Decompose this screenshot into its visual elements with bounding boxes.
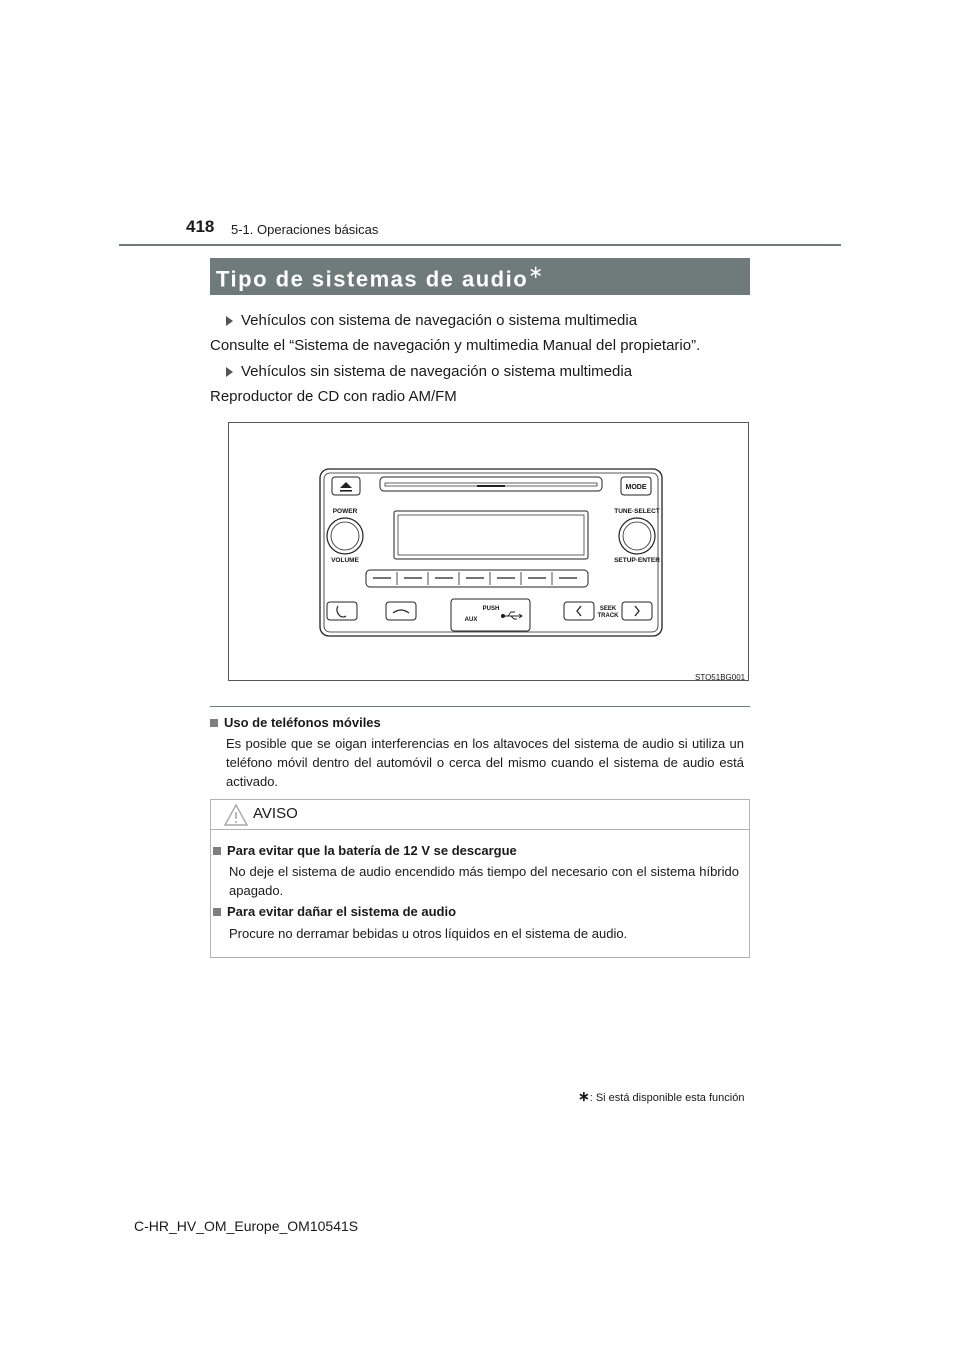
warning-item-heading [213,904,456,919]
seek-up-button [622,602,652,620]
warning-triangle-icon [223,803,249,827]
setup-enter-label: SETUP·ENTER [614,557,660,564]
seek-down-button [564,602,594,620]
note-text: Es posible que se oigan interferencias en los altavoces del sistema de audio si utiliza un teléfono móvil dentro del automóvil o cerca del mismo cuando el sistema de audio está activado. [226,736,744,789]
warning-item-text: Procure no derramar bebidas u otros líquidos en el sistema de audio. [229,926,628,941]
footnote-text: : Si está disponible esta función [589,1092,745,1104]
aux-usb-port-cover [451,599,530,631]
page-title-text: Tipo de sistemas de audio [216,266,529,292]
eject-icon [340,482,352,488]
volume-label: VOLUME [331,557,359,564]
cd-slot [380,477,602,491]
mode-label: MODE [625,484,647,491]
tune-select-label: TUNE·SELECT [614,508,660,515]
asterisk-mark: ∗ [528,262,545,282]
paragraph: Consulte el “Sistema de navegación y multimedia Manual del propietario”. [210,337,701,354]
phone-pickup-icon [337,606,346,617]
footnote [578,1088,744,1105]
audio-unit-illustration [229,423,748,680]
aux-label: AUX [464,617,478,623]
square-bullet-icon [213,847,221,855]
figure-frame [228,422,749,681]
triangle-bullet-icon [226,316,233,326]
warning-item-heading [213,843,517,858]
note-heading [210,715,381,730]
power-label: POWER [332,508,358,515]
square-bullet-icon [210,719,218,727]
track-label: TRACK [597,613,619,619]
usb-icon [501,612,522,619]
section-separator [210,706,750,707]
bullet-text: Vehículos con sistema de navegación o sistema multimedia [241,312,638,329]
chevron-left-icon [577,606,581,616]
page-number: 418 [186,217,215,236]
note-heading-text: Uso de teléfonos móviles [224,715,381,730]
figure-code: STO51BG001 [695,673,746,682]
seek-label: SEEK [599,606,617,612]
header-rule [119,244,841,246]
bullet-item [226,312,637,329]
square-bullet-icon [213,908,221,916]
bullet-text: Vehículos sin sistema de navegación o sistema multimedia [241,363,633,380]
warning-label: AVISO [253,805,298,822]
section-title: 5-1. Operaciones básicas [231,222,379,237]
phone-hangup-icon [393,610,409,613]
paragraph: Reproductor de CD con radio AM/FM [210,388,457,405]
display-screen [394,511,588,559]
phone-hangup-button [386,602,416,620]
warning-item-heading-text: Para evitar que la batería de 12 V se descargue [227,843,517,858]
bullet-item [226,363,632,380]
footnote-asterisk: ∗ [578,1088,590,1104]
document-id: C-HR_HV_OM_Europe_OM10541S [134,1218,359,1234]
warning-item-heading-text: Para evitar dañar el sistema de audio [227,904,457,919]
warning-item-text: No deje el sistema de audio encendido más tiempo del necesario con el sistema híbrido apagado. [229,864,739,898]
tune-select-knob [619,518,655,554]
power-volume-knob [327,518,363,554]
triangle-bullet-icon [226,367,233,377]
chevron-right-icon [635,606,639,616]
page-title [216,262,545,292]
push-label: PUSH [482,606,500,612]
